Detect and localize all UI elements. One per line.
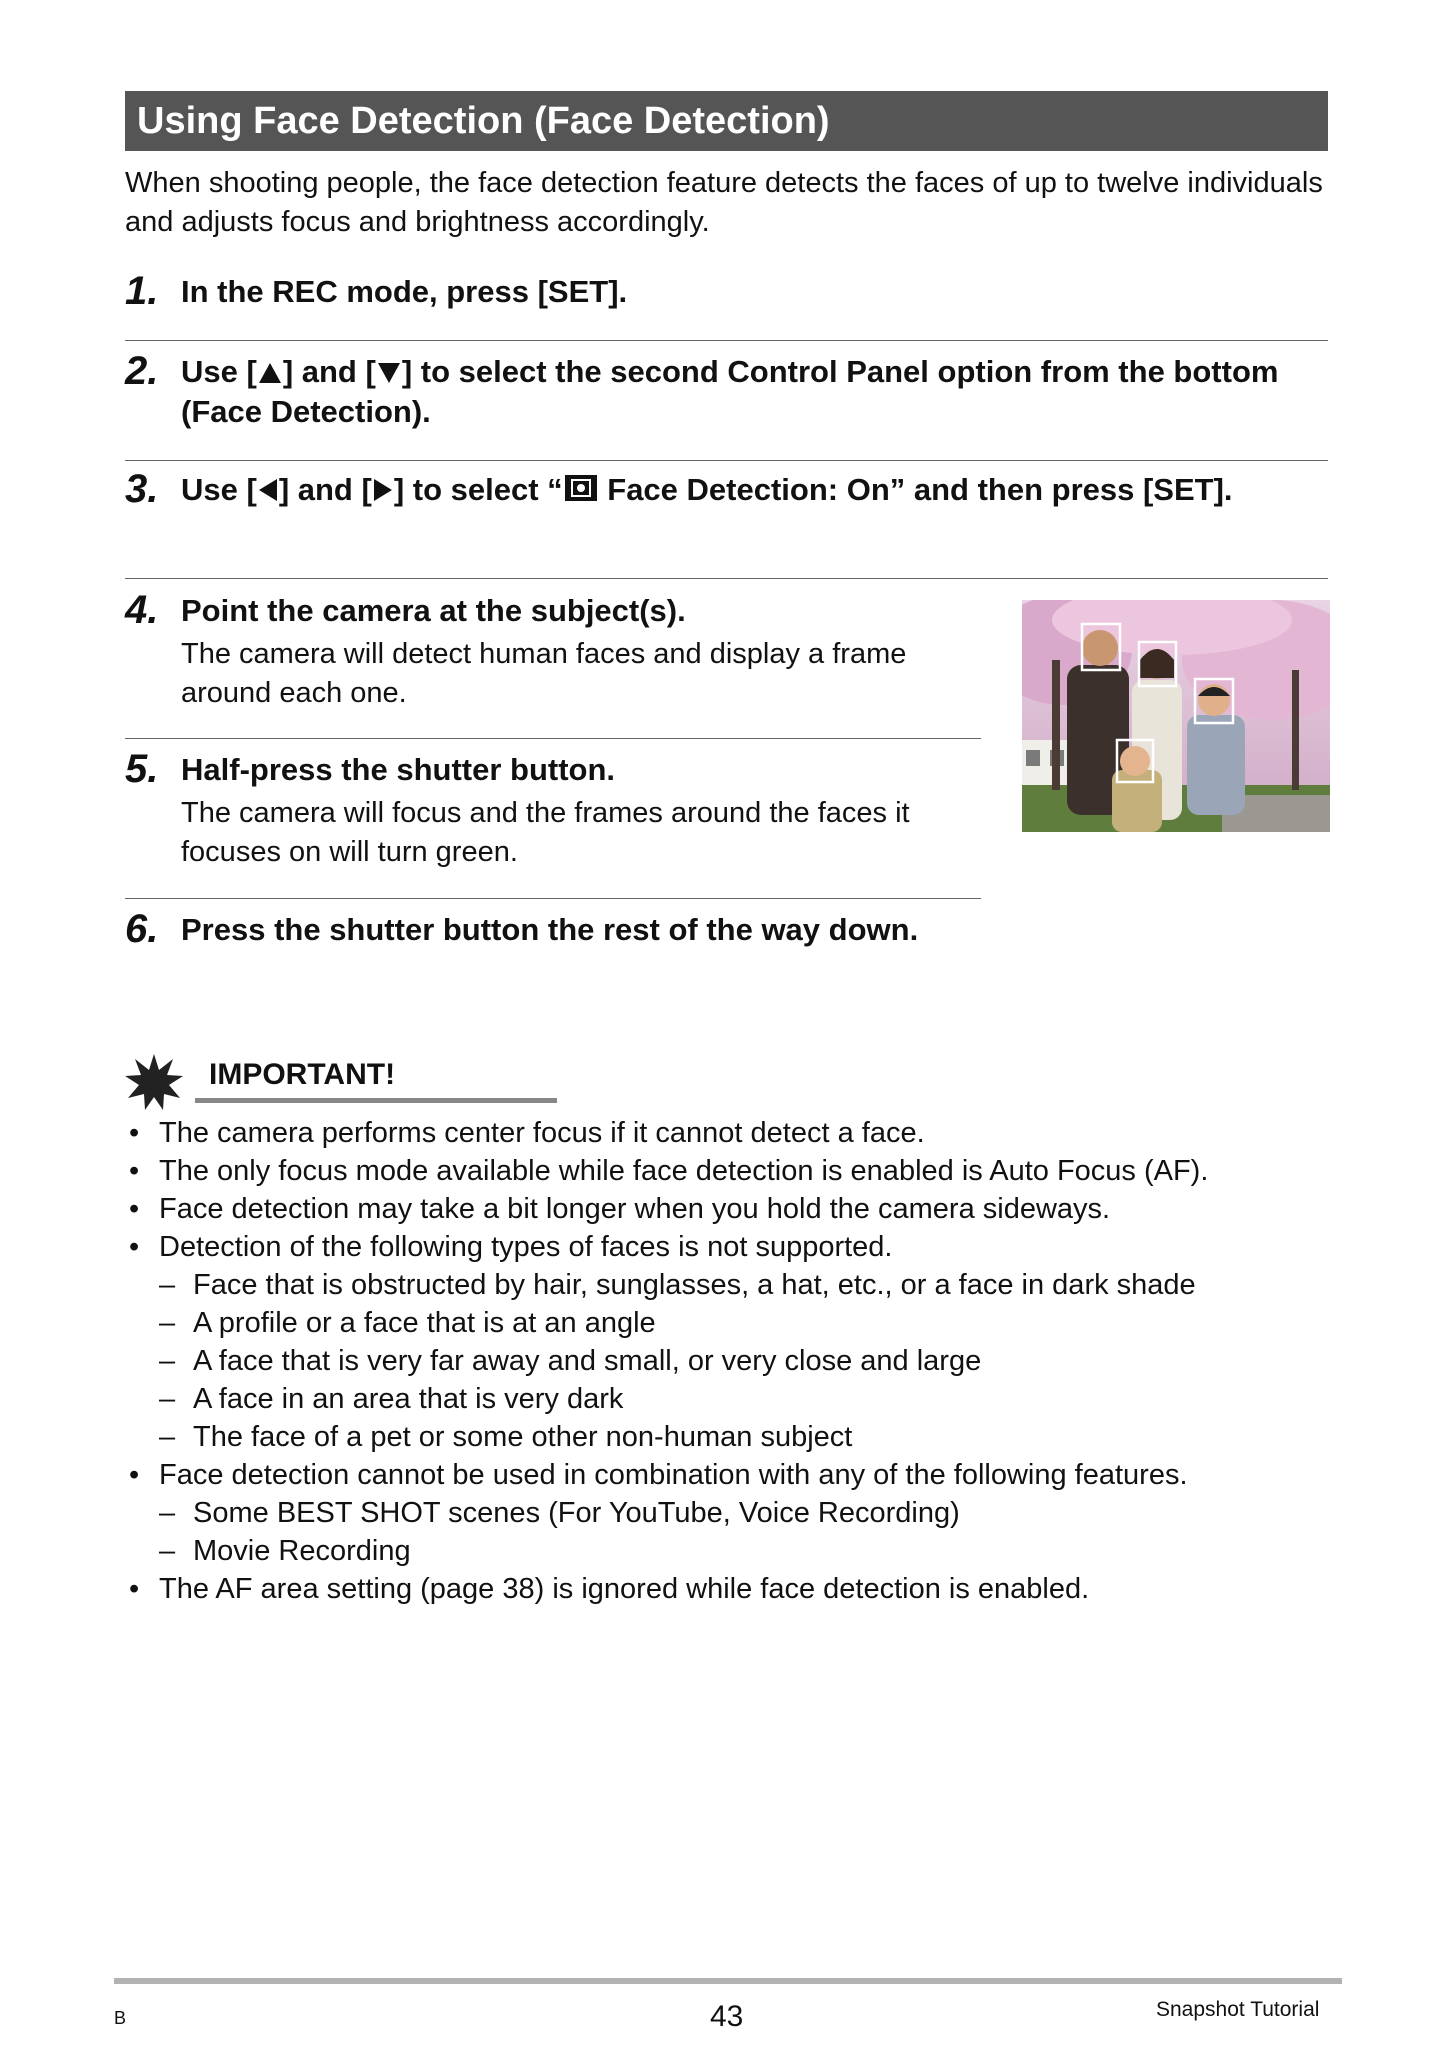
step-number: 3. <box>125 467 159 511</box>
step-text: ] and [ <box>278 472 372 507</box>
note-text: Movie Recording <box>193 1535 411 1567</box>
list-item <box>125 1456 1345 1494</box>
bullet-marker: • <box>129 1155 140 1187</box>
list-subitem <box>125 1418 1345 1456</box>
left-arrow-icon <box>257 477 279 503</box>
step-body: The camera will detect human faces and display a frame around each one. <box>181 638 907 709</box>
important-label: IMPORTANT! <box>209 1058 396 1091</box>
step-text: ] and [ <box>282 354 376 389</box>
step-heading <box>181 470 1335 510</box>
bullet-marker: • <box>129 1459 140 1491</box>
list-subitem <box>125 1266 1345 1304</box>
footer-section-title: Snapshot Tutorial <box>1156 1998 1320 2021</box>
note-text: The only focus mode available while face detection is enabled is Auto Focus (AF). <box>159 1155 1209 1187</box>
note-text: A profile or a face that is at an angle <box>193 1307 656 1339</box>
step-text: Face Detection: On” and then press [SET]. <box>598 472 1233 507</box>
section-title: Using Face Detection (Face Detection) <box>125 91 1328 151</box>
step-heading: In the REC mode, press [SET]. <box>181 274 628 309</box>
bullet-marker: • <box>129 1573 140 1605</box>
step-heading: Point the camera at the subject(s). <box>181 593 686 628</box>
list-item <box>125 1228 1345 1266</box>
face-detection-sample-photo <box>1022 600 1330 832</box>
up-arrow-icon <box>257 361 283 385</box>
step-heading: Press the shutter button the rest of the way down. <box>181 912 919 947</box>
divider <box>125 460 1328 461</box>
divider <box>125 340 1328 341</box>
step-number: 1. <box>125 269 159 313</box>
important-header <box>125 1054 435 1104</box>
step-number: 2. <box>125 349 159 393</box>
note-text: Face detection may take a bit longer when you hold the camera sideways. <box>159 1193 1111 1225</box>
step-heading: Half-press the shutter button. <box>181 752 616 787</box>
step-text: ] to select “ <box>393 472 563 507</box>
list-item <box>125 1570 1345 1608</box>
step-number: 4. <box>125 588 159 632</box>
down-arrow-icon <box>376 361 402 385</box>
dash-marker: – <box>159 1497 176 1529</box>
divider <box>125 738 981 739</box>
footer-language-code: B <box>114 2008 127 2028</box>
dash-marker: – <box>159 1421 176 1453</box>
step-number: 5. <box>125 747 159 791</box>
step-text: Use [ <box>181 472 257 507</box>
page-number: 43 <box>710 2000 744 2033</box>
important-underline <box>195 1098 557 1103</box>
bullet-marker: • <box>129 1193 140 1225</box>
note-text: The face of a pet or some other non-human subject <box>193 1421 853 1453</box>
list-subitem <box>125 1494 1345 1532</box>
note-text: The AF area setting (page 38) is ignored while face detection is enabled. <box>159 1573 1090 1605</box>
step-2 <box>125 349 1335 432</box>
note-text: A face in an area that is very dark <box>193 1383 624 1415</box>
note-text: Face detection cannot be used in combination with any of the following features. <box>159 1459 1188 1491</box>
list-subitem <box>125 1380 1345 1418</box>
important-notes-list <box>125 1114 1345 1608</box>
note-text: A face that is very far away and small, or very close and large <box>193 1345 982 1377</box>
dash-marker: – <box>159 1307 176 1339</box>
divider <box>125 898 981 899</box>
dash-marker: – <box>159 1269 176 1301</box>
note-text: Detection of the following types of faces is not supported. <box>159 1231 893 1263</box>
footer-divider <box>114 1978 1342 1984</box>
step-body: The camera will focus and the frames around the faces it focuses on will turn green. <box>181 797 910 868</box>
bullet-marker: • <box>129 1117 140 1149</box>
step-1 <box>125 269 1335 313</box>
divider <box>125 578 1328 579</box>
face-detection-icon <box>563 473 599 503</box>
right-arrow-icon <box>372 477 394 503</box>
intro-paragraph: When shooting people, the face detection feature detects the faces of up to twelve individuals and adjusts focus and brightness accordingly. <box>125 167 1323 238</box>
bullet-marker: • <box>129 1231 140 1263</box>
step-6 <box>125 907 985 951</box>
step-3 <box>125 467 1335 511</box>
list-subitem <box>125 1304 1345 1342</box>
step-text: Use [ <box>181 354 257 389</box>
step-text: ] to select the second Control Panel option from the bottom (Face Detection). <box>181 354 1279 429</box>
dash-marker: – <box>159 1535 176 1567</box>
list-subitem <box>125 1532 1345 1570</box>
list-subitem <box>125 1342 1345 1380</box>
list-item <box>125 1114 1345 1152</box>
step-heading <box>181 352 1335 432</box>
dash-marker: – <box>159 1345 176 1377</box>
note-text: Face that is obstructed by hair, sunglasses, a hat, etc., or a face in dark shade <box>193 1269 1196 1301</box>
note-text: The camera performs center focus if it cannot detect a face. <box>159 1117 925 1149</box>
list-item <box>125 1190 1345 1228</box>
note-text: Some BEST SHOT scenes (For YouTube, Voice Recording) <box>193 1497 960 1529</box>
step-number: 6. <box>125 907 159 951</box>
starburst-icon <box>125 1054 183 1110</box>
list-item <box>125 1152 1345 1190</box>
dash-marker: – <box>159 1383 176 1415</box>
step-5 <box>125 747 995 872</box>
step-4 <box>125 588 985 713</box>
